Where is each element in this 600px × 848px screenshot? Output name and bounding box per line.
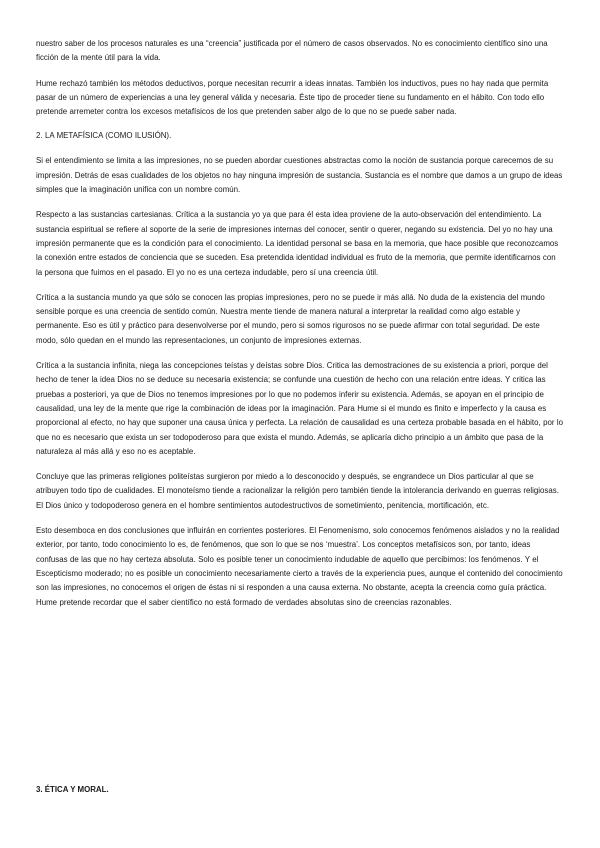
paragraph-sustancia-infinita: Crítica a la sustancia infinita, niega las concepciones teístas y deístas sobre Dios. Critica las demostraciones de su existencia a priori, porque del hecho de tener la idea Dios no se deduce su necesaria existencia; se confunde una cuestión de hecho con una relación entre ideas. Y critica las pruebas a posteriori, ya que de Dios no tenemos impresiones por lo que no podemos inferir su existencia. Además, se apoyan en el principio de causalidad, una ley de la mente que rige la combinación de ideas por la imaginación. Para Hume si el mundo es finito e imperfecto y la causa es proporcional al efecto, no hay que suponer una causa única y perfecta. La relación de causalidad es una certeza probable basada en el hábito, por lo que no es necesario que exista un ser todopoderoso para que exista el mundo. Además, se aplicaría dicho principio a un ámbito que pasa de la naturaleza al más allá y eso no es aceptable. bbox=[36, 361, 564, 456]
paragraph-sustancia: Si el entendimiento se limita a las impresiones, no se pueden abordar cuestiones abstractas como la noción de sustancia porque carecemos de su impresión. Detrás de esas cualidades de los objetos no hay ninguna impresión de sustancia. Sustancia es el nombre que damos a un grupo de ideas simples que la imaginación unifica con un nombre común. bbox=[36, 156, 563, 195]
paragraph-religiones: Concluye que las primeras religiones politeístas surgieron por miedo a lo desconocido y después, se engrandece un Dios particular al que se atribuyen todo tipo de cualidades. El monoteísmo tiende a racionalizar la religión pero también tiende la intolerancia derivando en guerras religiosas. El Dios único y todopoderoso genera en el hombre sentimientos autodestructivos de sometimiento, penitencia, mortificación, etc. bbox=[36, 472, 559, 510]
paragraph-intro-2: Hume rechazó también los métodos deductivos, porque necesitan recurrir a ideas innatas. También los inductivos, pues no hay nada que permita pasar de un número de experiencias a una ley general válida y necesaria. Éste tipo de proceder tiene su fundamento en el hábito. Con todo ello pretende arremeter contra los excesos metafísicos de los que pretenden saber algo de lo que no se puede saber nada. bbox=[36, 78, 549, 117]
paragraph-conclusiones: Esto desemboca en dos conclusiones que influirán en corrientes posteriores. El Fenomenismo, solo conocemos fenómenos aislados y no la realidad exterior, por tanto, todo conocimiento lo es, de fenómenos, que son lo que se nos ‘muestra’. Los conceptos metafísicos son, por tanto, ideas confusas de las que no hay certeza absoluta. Solo es posible tener un conocimiento indudable de aquello que percibimos: los fenómenos. Y el Escepticismo moderado; no es posible un conocimiento necesariamente cierto a través de la experiencia pues, aunque el contenido del conocimiento son las impresiones, no conocemos el origen de éstas ni si responden a una causa externa. No obstante, acepta la creencia como guía práctica. Hume pretende recordar que el saber científico no está formado de verdades absolutas sino de creencias razonables. bbox=[36, 526, 563, 607]
paragraph-intro-1: nuestro saber de los procesos naturales es una “creencia” justificada por el número de casos observados. No es conocimiento científico sino una ficción de la mente útil para la vida. bbox=[36, 39, 548, 63]
section-heading-metafisica: 2. LA METAFÍSICA (COMO ILUSIÓN). bbox=[36, 131, 172, 141]
document-body bbox=[36, 37, 564, 621]
paragraph-sustancia-mundo: Crítica a la sustancia mundo ya que sólo se conocen las propias impresiones, pero no se puede ir más allá. No duda de la existencia del mundo sensible porque es una creencia de sentido común. Nuestra mente tiende de manera natural a interpretar la realidad como algo estable y permanente. Eso es útil y práctico para desenvolverse por el mundo, pero si somos rigurosos no se puede afirmar con total seguridad. De este modo, sólo quedan en el mundo las representaciones, un conjunto de impresiones externas. bbox=[36, 292, 545, 345]
section-heading-etica: 3. ÉTICA Y MORAL. bbox=[36, 785, 109, 794]
paragraph-sustancias-cartesianas: Respecto a las sustancias cartesianas. Crítica a la sustancia yo ya que para él esta idea proviene de la auto-observación del entendimiento. La sustancia espiritual se refiere al soporte de la serie de impresiones internas del conocer, sentir o querer, negando su existencia. Del yo no hay una impresión permanente que es la condición para el conocimiento. La identidad personal se basa en la memoria, que hace posible que reconozcamos la conexión entre estados de conciencia que se suceden. Esa pretendida identidad individual es fruto de la memoria, que permite identificarnos con la persona que fuimos en el pasado. El yo no es una certeza indudable, pero sí una creencia útil. bbox=[36, 210, 559, 277]
